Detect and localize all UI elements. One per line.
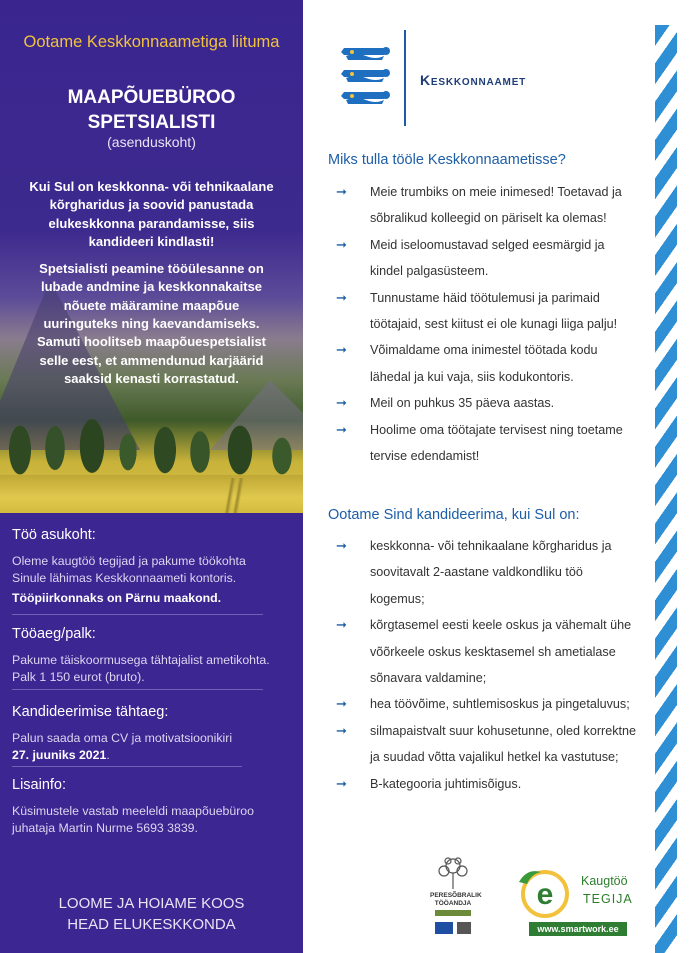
intro-text	[26, 178, 277, 388]
location-bold-text: Tööpiirkonnaks on Pärnu maakond.	[12, 591, 222, 605]
org-name: Keskkonnaamet	[420, 72, 527, 88]
partner-logo-icon	[457, 922, 471, 934]
worktime-heading: Tööaeg/palk:	[12, 626, 96, 642]
requirements-heading: Ootame Sind kandideerima, kui Sul on:	[328, 507, 580, 523]
remote-badge-line-1: Kaugtöö	[581, 874, 628, 888]
worktime-section	[12, 626, 282, 685]
job-title-line-1: MAAPÕUEBÜROO	[67, 87, 236, 108]
section-divider	[12, 689, 263, 690]
arrow-right-icon: ➞	[336, 184, 347, 199]
list-item: ➞ Meid iseloomustavad selged eesmärgid ja kindel palgasüsteem.	[336, 232, 638, 285]
deadline-section	[12, 704, 282, 763]
forest-shape	[0, 400, 303, 478]
left-panel	[0, 0, 303, 953]
arrow-right-icon: ➞	[336, 395, 347, 411]
deadline-date: 27. juuniks 2021.	[12, 747, 110, 762]
list-item: ➞ Võimaldame oma inimestel töötada kodu lähedal ja kui vaja, siis kodukontoris.	[336, 337, 638, 390]
eu-flag-icon	[435, 922, 453, 934]
location-section	[12, 527, 282, 607]
closing-line-1: LOOME JA HOIAME KOOS	[58, 895, 245, 912]
job-title-line-2: SPETSIALISTI	[87, 112, 216, 133]
arrow-right-icon: ➞	[336, 289, 347, 305]
why-list	[336, 179, 638, 469]
list-item: ➞ hea töövõime, suhtlemisoskus ja pingetaluvus;	[336, 691, 638, 717]
arrow-right-icon: ➞	[336, 236, 347, 252]
field-path-shape	[212, 478, 252, 513]
closing-line-2: HEAD ELUKESKKONDA	[67, 916, 236, 933]
list-item: ➞ silmapaistvalt suur kohusetunne, oled korrektne ja suudad võtta vajalikul hetkel ka vastutuse;	[336, 718, 638, 771]
list-item: ➞ Meil on puhkus 35 päeva aastas.	[336, 390, 638, 416]
remote-badge-line-2: TEGIJA	[583, 892, 633, 906]
list-item: ➞ Hoolime oma töötajate tervisest ning toetame tervise edendamist!	[336, 417, 638, 470]
requirements-list	[336, 533, 638, 797]
list-item: ➞ Meie trumbiks on meie inimesed! Toetavad ja sõbralikud kolleegid on päriselt ka olemas!	[336, 179, 638, 232]
employer-badge-text: PERESÕBRALIK TÖÖANDJA	[430, 892, 482, 907]
closing-slogan	[0, 893, 303, 935]
tree-icon	[435, 856, 471, 890]
logo-divider	[404, 30, 406, 126]
job-title	[0, 85, 303, 135]
section-divider	[12, 614, 263, 615]
leaf-e-logo-icon	[515, 864, 575, 920]
job-subtitle: (asenduskoht)	[107, 134, 196, 150]
three-lions-coat-of-arms-icon	[340, 44, 396, 112]
arrow-right-icon: ➞	[336, 696, 347, 712]
list-item: ➞ Tunnustame häid töötulemusi ja parimaid töötajaid, sest kiitust ei ole kunagi liiga palju!	[336, 285, 638, 338]
deadline-text: Palun saada oma CV ja motivatsioonikiri	[12, 731, 233, 745]
arrow-right-icon: ➞	[336, 775, 347, 791]
arrow-right-icon: ➞	[336, 617, 347, 633]
deadline-heading: Kandideerimise tähtaeg:	[12, 704, 169, 720]
extra-info-section	[12, 777, 282, 836]
svg-text:e: e	[536, 878, 554, 911]
location-text: Oleme kaugtöö tegijad ja pakume töökohta Sinule lähimas Keskkonnaameti kontoris.	[12, 554, 246, 585]
intro-paragraph-2: Spetsialisti peamine tööülesanne on lubade andmine ja keskkonnakaitse nõuete määramine maapõue uuringuteks ning kaevandamiseks. Samuti hoolitseb maapõuespetsialist selle eest, et ammendunud karjäärid saaksid kenasti korrastatud.	[37, 261, 266, 386]
arrow-right-icon: ➞	[336, 421, 347, 437]
remote-work-badge	[515, 862, 633, 938]
extra-info-heading: Lisainfo:	[12, 777, 67, 793]
remote-badge-url: www.smartwork.ee	[529, 922, 627, 936]
join-line: Ootame Keskkonnaametiga liituma	[23, 33, 280, 51]
arrow-right-icon: ➞	[336, 342, 347, 358]
list-item: ➞ keskkonna- või tehnikaalane kõrgharidus ja soovitavalt 2-aastane valdkondliku töö kogemus;	[336, 533, 638, 612]
decorative-stripe	[655, 25, 677, 953]
location-heading: Töö asukoht:	[12, 527, 96, 543]
list-item: ➞ kõrgtasemel eesti keele oskus ja vähemalt ühe võõrkeele oskus kesktasemel sh ametialase sõnavara valdamine;	[336, 612, 638, 691]
section-divider	[12, 766, 242, 767]
wheat-field-shape	[0, 475, 303, 513]
arrow-right-icon: ➞	[336, 538, 347, 553]
badge-bar	[435, 910, 471, 916]
extra-info-text: Küsimustele vastab meeleldi maapõuebüroo juhataja Martin Nurme 5693 3839.	[12, 804, 254, 835]
list-item: ➞ B-kategooria juhtimisõigus.	[336, 771, 638, 797]
why-heading: Miks tulla tööle Keskkonnaametisse?	[328, 152, 566, 168]
worktime-text: Pakume täiskoormusega tähtajalist ametikohta. Palk 1 150 eurot (bruto).	[12, 653, 270, 684]
family-friendly-employer-badge	[430, 856, 482, 940]
arrow-right-icon: ➞	[336, 722, 347, 738]
intro-paragraph-1: Kui Sul on keskkonna- või tehnikaalane kõrgharidus ja soovid panustada elukeskkonna parandamisse, siis kandideeri kindlasti!	[29, 179, 274, 249]
